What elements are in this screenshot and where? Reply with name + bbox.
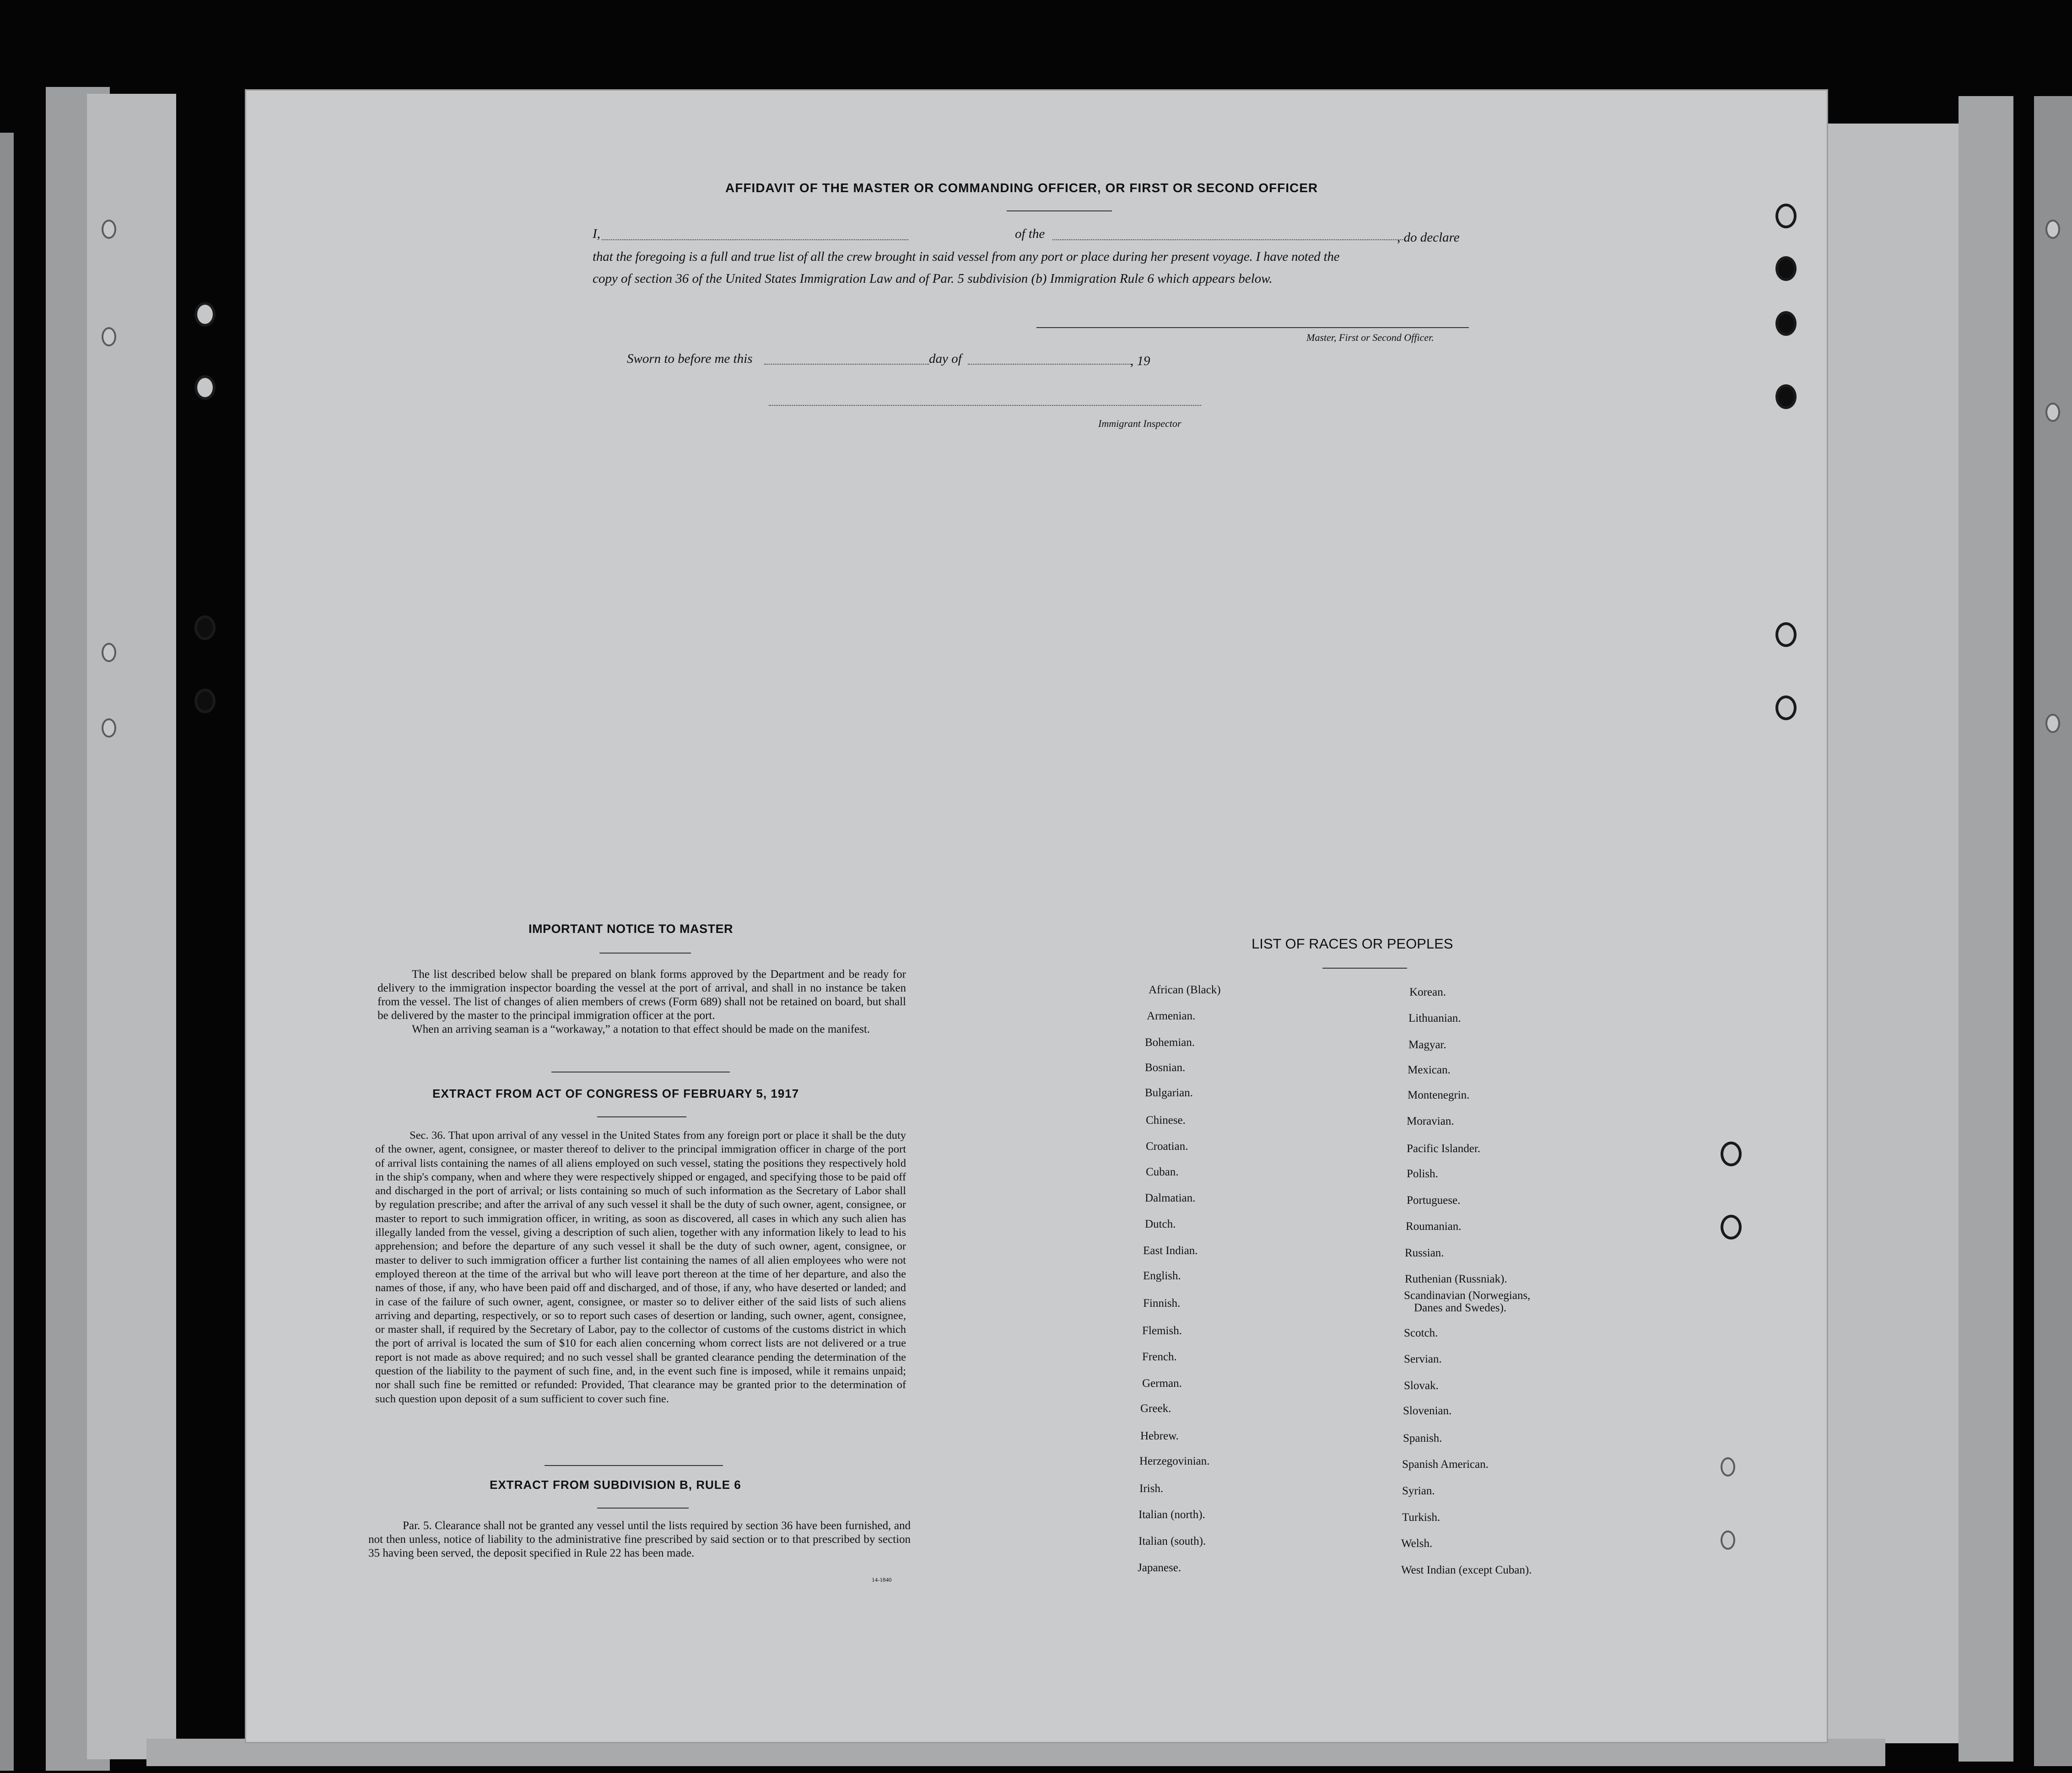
extract-rule-title: EXTRACT FROM SUBDIVISION B, RULE 6 xyxy=(490,1478,741,1492)
page-hole-icon xyxy=(1775,256,1797,281)
race-item: Bohemian. xyxy=(1145,1036,1195,1049)
race-item: Montenegrin. xyxy=(1408,1089,1470,1101)
race-item: Mexican. xyxy=(1408,1064,1451,1076)
race-item: Servian. xyxy=(1404,1353,1442,1365)
page-hole-icon xyxy=(1775,384,1797,409)
vessel-blank xyxy=(1052,239,1405,240)
race-item: Finnish. xyxy=(1143,1297,1181,1310)
race-item: Bulgarian. xyxy=(1145,1087,1193,1099)
binder-strip-right xyxy=(2034,96,2072,1766)
divider xyxy=(597,1508,689,1509)
race-item: Bosnian. xyxy=(1145,1062,1186,1074)
race-item: West Indian (except Cuban). xyxy=(1401,1564,1532,1576)
race-item: Italian (south). xyxy=(1139,1535,1206,1547)
race-item: African (Black) xyxy=(1149,984,1221,996)
binder-page-stack-left xyxy=(87,94,176,1759)
year-label: , 19 xyxy=(1130,354,1150,368)
binder-hole-icon xyxy=(102,718,116,738)
race-item: Korean. xyxy=(1409,986,1446,998)
races-title: LIST OF RACES OR PEOPLES xyxy=(1252,936,1453,952)
extract-act-title: EXTRACT FROM ACT OF CONGRESS OF FEBRUARY 5, 1917 xyxy=(432,1087,799,1100)
binder-hole-icon xyxy=(194,302,216,327)
race-item: Turkish. xyxy=(1402,1511,1441,1524)
affidavit-line-2: that the foregoing is a full and true list of all the crew brought in said vessel from any port or place during her present voyage. I have noted the xyxy=(593,249,1340,264)
divider xyxy=(1322,968,1407,969)
binder-hole-icon xyxy=(2045,714,2060,733)
binder-hole-icon xyxy=(2045,220,2060,239)
race-item: Pacific Islander. xyxy=(1407,1142,1481,1155)
race-item: Chinese. xyxy=(1146,1114,1186,1126)
race-item: Slovak. xyxy=(1404,1380,1439,1392)
binder-hole-icon xyxy=(194,689,216,713)
page-hole-icon xyxy=(1721,1142,1742,1166)
race-item: Lithuanian. xyxy=(1408,1012,1461,1024)
race-item: Spanish. xyxy=(1403,1432,1442,1444)
binder-edge-right xyxy=(1959,96,2013,1762)
page-hole-icon xyxy=(1721,1215,1742,1239)
sworn-day-blank xyxy=(764,364,929,365)
race-item: Italian (north). xyxy=(1139,1509,1205,1521)
race-item: Greek. xyxy=(1140,1402,1171,1415)
binder-hole-icon xyxy=(102,643,116,662)
divider xyxy=(1007,210,1112,211)
race-item: Welsh. xyxy=(1401,1537,1433,1550)
binder-hole-icon xyxy=(194,615,216,640)
affidavit-declare-label: , do declare xyxy=(1397,230,1460,245)
extract-rule-text: Par. 5. Clearance shall not be granted any vessel until the lists required by section 36 have been furnished, and not then unless, notice of liability to the administrative fine prescribed by said section or to that prescribed by section 35 having been served, the deposit specified in Rule 22 has been made. xyxy=(368,1520,911,1559)
binder-strip-left xyxy=(0,133,14,1771)
race-item: Roumanian. xyxy=(1406,1220,1462,1233)
divider xyxy=(599,953,691,954)
divider xyxy=(597,1116,686,1117)
race-item: Dutch. xyxy=(1145,1218,1176,1230)
race-item: East Indian. xyxy=(1143,1245,1198,1257)
race-item: Portuguese. xyxy=(1407,1194,1461,1207)
race-item: Moravian. xyxy=(1407,1115,1454,1127)
race-item: Hebrew. xyxy=(1140,1430,1179,1442)
inspector-caption: Immigrant Inspector xyxy=(1098,418,1182,429)
page-hole-icon xyxy=(1775,622,1797,647)
race-item: Herzegovinian. xyxy=(1139,1455,1210,1467)
affidavit-i-label: I, xyxy=(593,226,600,241)
binder-hole-icon xyxy=(102,220,116,239)
affidavit-title: AFFIDAVIT OF THE MASTER OR COMMANDING OFFICER, OR FIRST OR SECOND OFFICER xyxy=(725,181,1318,195)
race-item: Scandinavian (Norwegians, xyxy=(1404,1289,1531,1302)
race-item: French. xyxy=(1142,1351,1177,1363)
race-item: Ruthenian (Russniak). xyxy=(1405,1273,1507,1285)
race-item: Danes and Swedes). xyxy=(1414,1302,1507,1314)
day-of-label: day of xyxy=(929,351,962,366)
race-item: Dalmatian. xyxy=(1145,1192,1196,1204)
binder-hole-icon xyxy=(102,327,116,346)
divider xyxy=(545,1465,723,1466)
race-item: Scotch. xyxy=(1404,1327,1438,1339)
signature-caption: Master, First or Second Officer. xyxy=(1306,332,1434,343)
page-hole-icon xyxy=(1721,1457,1735,1477)
race-item: Cuban. xyxy=(1146,1166,1179,1178)
race-item: Slovenian. xyxy=(1403,1405,1452,1417)
race-item: Flemish. xyxy=(1142,1325,1182,1337)
notice-paragraph-2: When an arriving seaman is a “workaway,” a notation to that effect should be made on the manifest. xyxy=(412,1023,870,1035)
sworn-month-blank xyxy=(968,364,1133,365)
race-item: Syrian. xyxy=(1402,1485,1435,1497)
sworn-label: Sworn to before me this xyxy=(627,351,753,366)
race-item: Russian. xyxy=(1405,1247,1444,1259)
signature-line xyxy=(1036,327,1469,328)
binder-hole-icon xyxy=(194,375,216,400)
race-item: English. xyxy=(1143,1270,1181,1282)
binder-page-stack-right xyxy=(1812,124,1977,1743)
affidavit-line-3: copy of section 36 of the United States Immigration Law and of Par. 5 subdivision (b) Immigration Rule 6 which appears below. xyxy=(593,271,1273,286)
extract-act-text: Sec. 36. That upon arrival of any vessel in the United States from any foreign port or place it shall be the duty of the owner, agent, consignee, or master thereof to deliver to the principal immigration officer in charge of the port of arrival lists containing the names of all aliens employed on such vessel, stating the positions they respectively hold in the ship's company, when and where they were respectively shipped or engaged, and specifying those to be paid off and discharged in the port of arrival; or lists containing so much of such information as the Secretary of Labor shall by regulation prescribe; and after the arrival of any such vessel it shall be the duty of such owner, agent, consignee, or master to report to such immigration officer, in writing, as soon as discovered, all cases in which any such alien has illegally landed from the vessel, giving a description of such alien, together with any information likely to lead to his apprehension; and before the departure of any such vessel it shall be the duty of such owner, agent, consignee, or master to deliver to such immigration officer a further list containing the names of all alien employees who were not employed thereon at the time of the arrival but who will leave port thereon at the time of her departure, and also the names of those, if any, who have been paid off and discharged, and of those, if any, who have deserted or landed; and in case of the failure of such owner, agent, consignee, or master so to deliver either of the said lists of such aliens arriving and departing, respectively, or so to report such cases of desertion or landing, such owner, agent, consignee, or master shall, if required by the Secretary of Labor, pay to the collector of customs of the customs district in which the port of arrival is located the sum of $10 for each alien concerning whom correct lists are not delivered or a true report is not made as above required; and no such vessel shall be granted clearance pending the determination of the question of the liability to the payment of such fine, and, in the event such fine is imposed, while it remains unpaid; nor shall such fine be remitted or refunded: Provided, That clearance may be granted prior to the determination of such question upon deposit of a sum sufficient to cover such fine. xyxy=(375,1129,906,1405)
notice-title: IMPORTANT NOTICE TO MASTER xyxy=(529,922,733,936)
race-item: Armenian. xyxy=(1147,1010,1196,1022)
race-item: Spanish American. xyxy=(1402,1458,1489,1471)
race-item: Japanese. xyxy=(1138,1562,1182,1574)
affidavit-of-the-label: of the xyxy=(1015,226,1045,241)
race-item: Polish. xyxy=(1407,1168,1438,1180)
binder-hole-icon xyxy=(2045,403,2060,422)
page-hole-icon xyxy=(1775,204,1797,228)
race-item: Irish. xyxy=(1139,1482,1164,1495)
race-item: German. xyxy=(1142,1377,1182,1390)
race-item: Magyar. xyxy=(1408,1039,1446,1051)
page-hole-icon xyxy=(1775,695,1797,720)
notice-paragraph-1: The list described below shall be prepared on blank forms approved by the Department and be ready for delivery to the immigration inspector boarding the vessel at the port of arrival, and shall in no instance be taken from the vessel. The list of changes of alien members of crews (Form 689) shall not be retained on board, but shall be delivered by the master to the principal immigration officer at the port. xyxy=(378,968,906,1022)
manifest-page xyxy=(245,89,1828,1743)
inspector-signature-line xyxy=(769,405,1201,406)
page-hole-icon xyxy=(1721,1530,1735,1550)
form-number: 14-1840 xyxy=(872,1576,892,1583)
race-item: Croatian. xyxy=(1146,1140,1188,1153)
page-hole-icon xyxy=(1775,311,1797,336)
name-blank xyxy=(602,239,908,240)
